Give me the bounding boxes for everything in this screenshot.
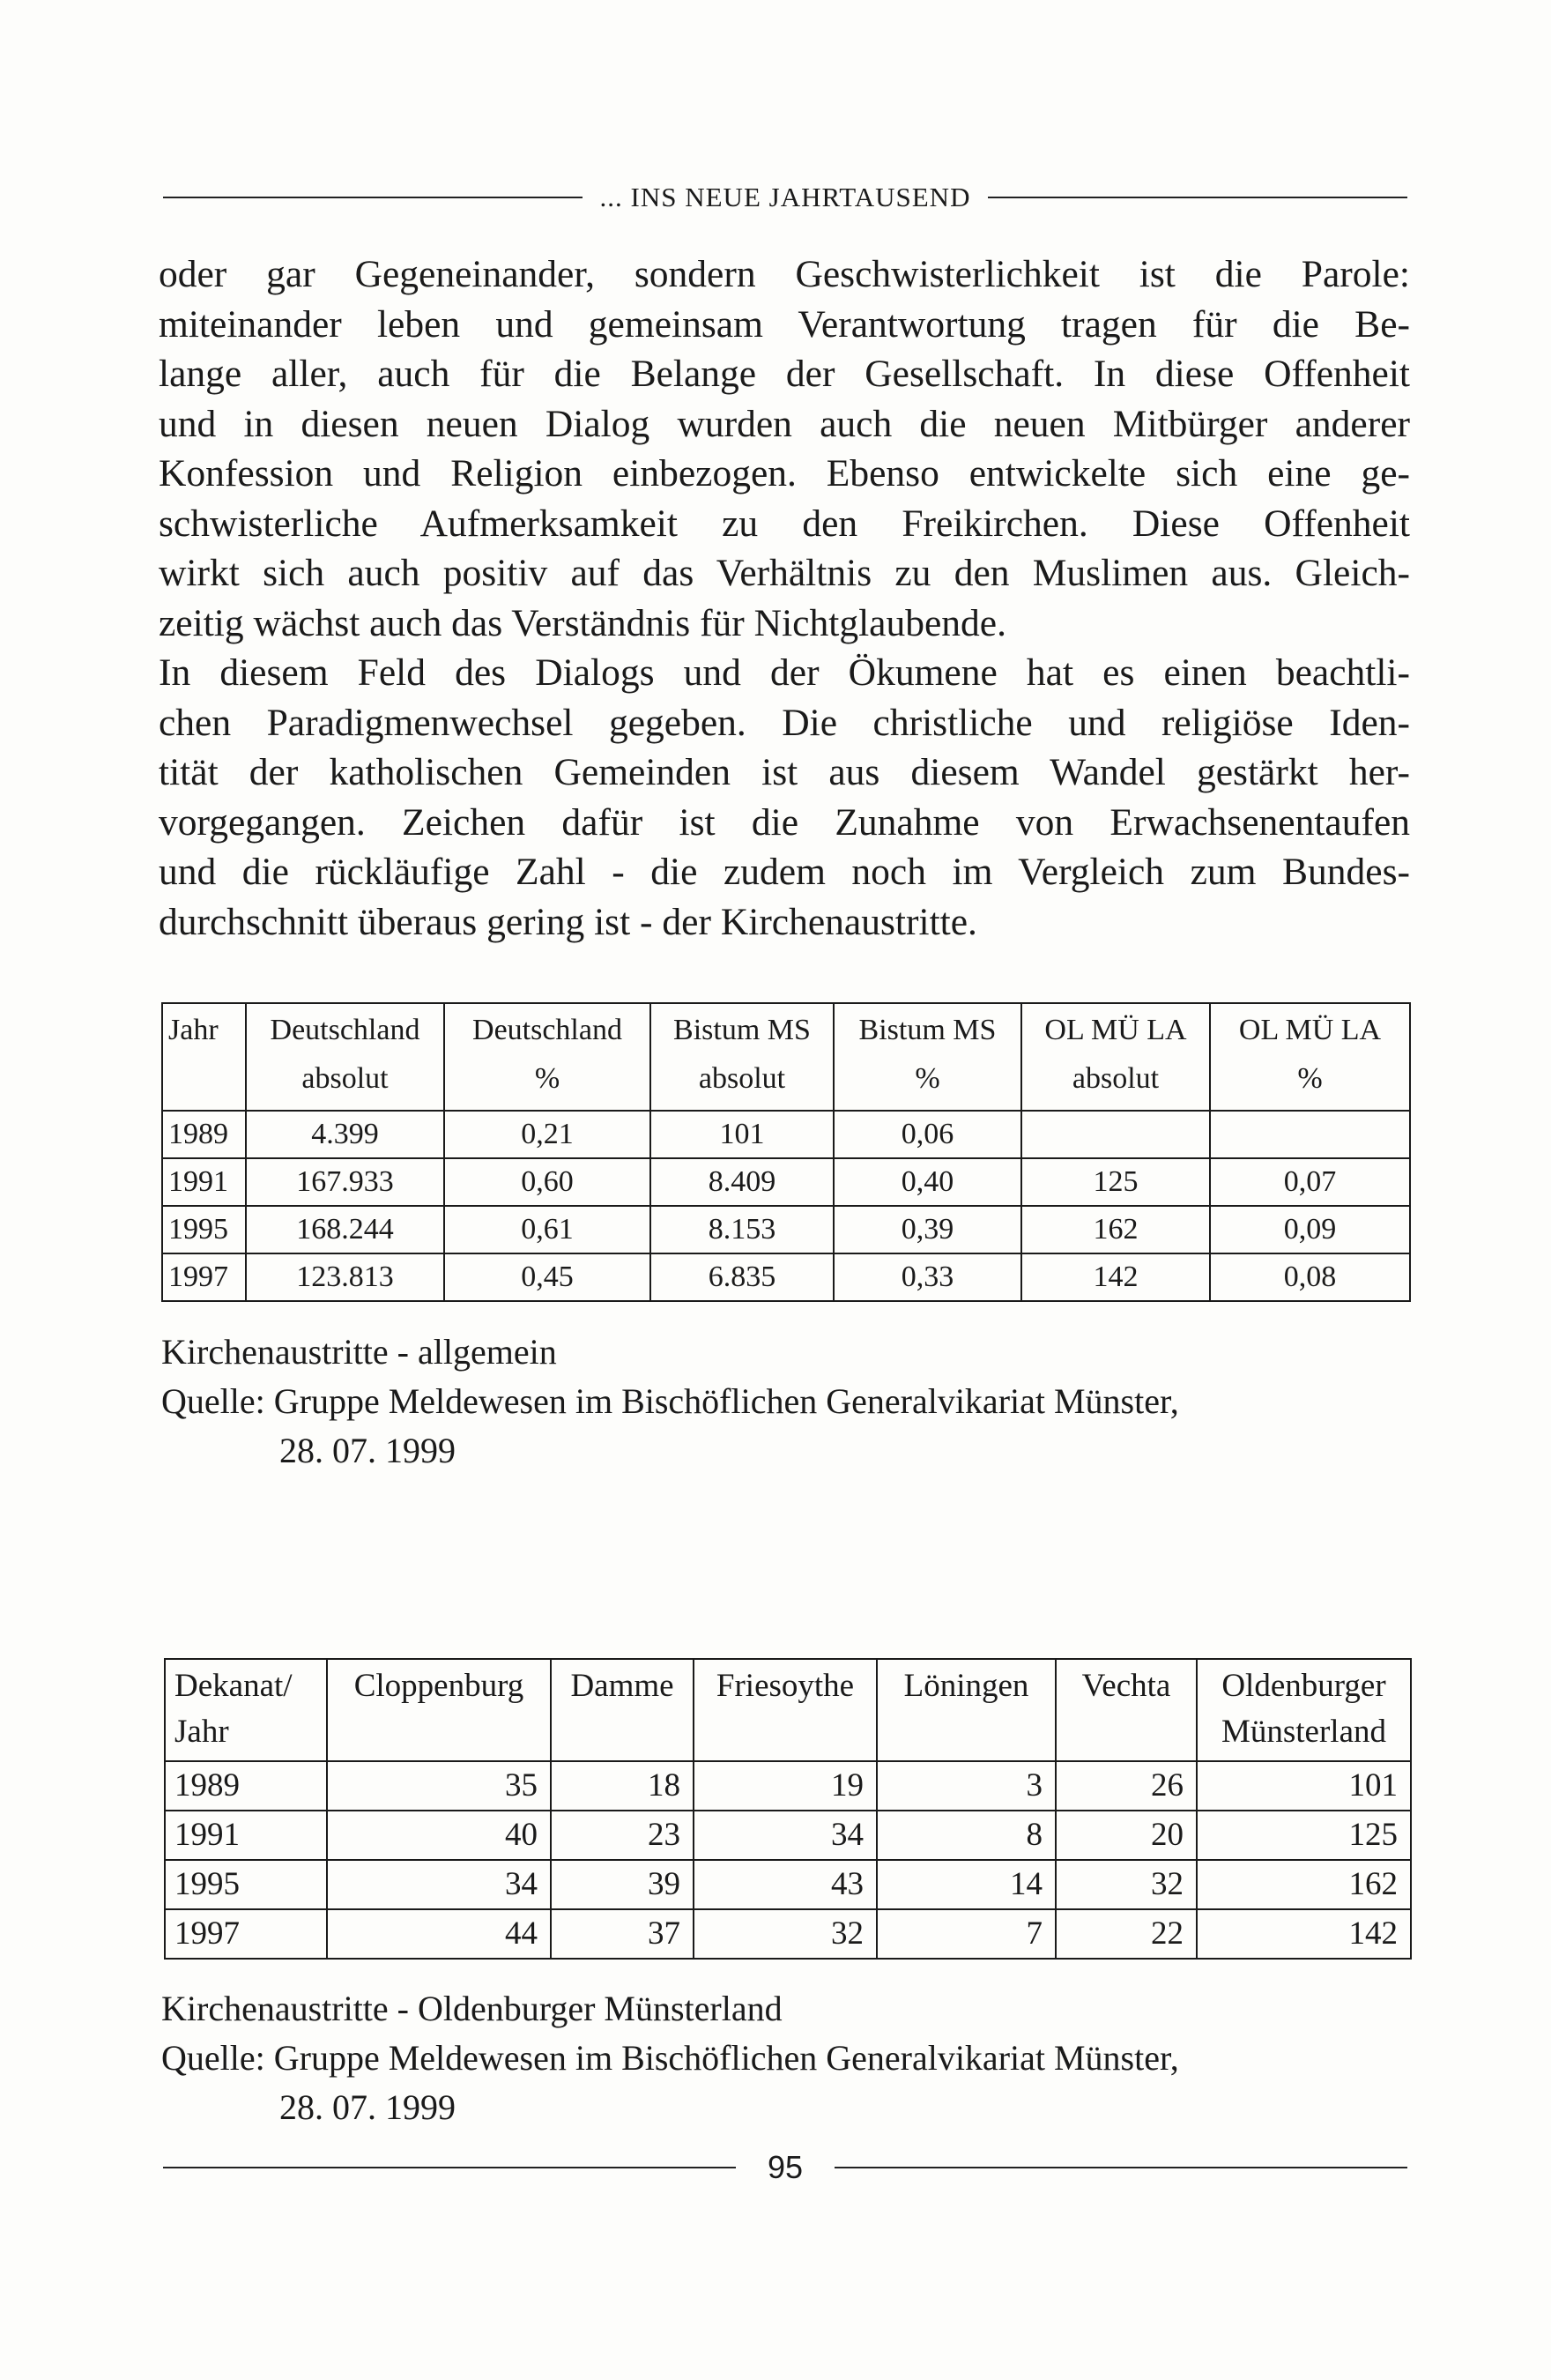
- table-row: [165, 1909, 1411, 1959]
- table-row: [165, 1860, 1411, 1909]
- table-cell: 4.399: [246, 1111, 444, 1158]
- table-cell: 8.153: [650, 1206, 834, 1253]
- table-cell: 123.813: [246, 1253, 444, 1301]
- table-cell: 0,33: [834, 1253, 1021, 1301]
- table-cell: [1021, 1111, 1210, 1158]
- table-cell: 43: [694, 1860, 877, 1909]
- table-cell: 1995: [165, 1860, 327, 1909]
- page-footer: [163, 2149, 1407, 2186]
- table-cell: 8: [877, 1811, 1056, 1860]
- table-cell: 1995: [162, 1206, 246, 1253]
- table-row: [162, 1206, 1410, 1253]
- table-cell: 0,39: [834, 1206, 1021, 1253]
- body-line: tität der katholischen Gemeinden ist aus diesem Wandel gestärkt her-: [159, 751, 1410, 793]
- table-row: [162, 1253, 1410, 1301]
- page-number: 95: [767, 2149, 804, 2185]
- table-cell: 162: [1021, 1206, 1210, 1253]
- body-line: und in diesen neuen Dialog wurden auch die neuen Mitbürger anderer: [159, 402, 1410, 445]
- header-rule-left: [163, 197, 583, 198]
- table-cell: 18: [551, 1761, 694, 1811]
- table-cell: 32: [1056, 1860, 1197, 1909]
- table-cell: 1991: [165, 1811, 327, 1860]
- table-cell: 142: [1021, 1253, 1210, 1301]
- caption-date: 28. 07. 1999: [279, 2087, 456, 2127]
- body-line: miteinander leben und gemeinsam Verantwortung tragen für die Be-: [159, 302, 1410, 346]
- table-cell: 20: [1056, 1811, 1197, 1860]
- table-cell: 125: [1197, 1811, 1411, 1860]
- table-cell: 0,08: [1210, 1253, 1410, 1301]
- table-cell: 101: [1197, 1761, 1411, 1811]
- header-cell: Damme: [551, 1659, 694, 1761]
- footer-rule-right: [835, 2167, 1407, 2168]
- table-cell: 1989: [165, 1761, 327, 1811]
- table-kirchenaustritte-oldenburger-muensterland: [164, 1658, 1412, 1960]
- table-cell: 1997: [162, 1253, 246, 1301]
- body-line: wirkt sich auch positiv auf das Verhältnis zu den Muslimen aus. Gleich-: [159, 552, 1410, 594]
- table-cell: 0,06: [834, 1111, 1021, 1158]
- body-line: schwisterliche Aufmerksamkeit zu den Freikirchen. Diese Offenheit: [159, 502, 1410, 545]
- body-line: lange aller, auch für die Belange der Gesellschaft. In diese Offenheit: [159, 353, 1410, 395]
- table-caption-allgemein: [161, 1328, 1413, 1476]
- table-cell: 168.244: [246, 1206, 444, 1253]
- header-cell: Bistum MS absolut: [650, 1003, 834, 1111]
- body-line: und die rückläufige Zahl - die zudem noch im Vergleich zum Bundes-: [159, 851, 1410, 893]
- table-row: [162, 1111, 1410, 1158]
- table-cell: [1210, 1111, 1410, 1158]
- caption-date: 28. 07. 1999: [279, 1431, 456, 1470]
- table-cell: 125: [1021, 1158, 1210, 1206]
- header-title: ... INS NEUE JAHRTAUSEND: [599, 182, 971, 212]
- table-cell: 26: [1056, 1761, 1197, 1811]
- table-kirchenaustritte-allgemein: [161, 1002, 1411, 1302]
- table-cell: 1997: [165, 1909, 327, 1959]
- table-cell: 37: [551, 1909, 694, 1959]
- table-cell: 0,09: [1210, 1206, 1410, 1253]
- table-cell: 3: [877, 1761, 1056, 1811]
- caption-source: Quelle: Gruppe Meldewesen im Bischöflichen Generalvikariat Münster,: [161, 1381, 1179, 1421]
- table-cell: 6.835: [650, 1253, 834, 1301]
- table-cell: 32: [694, 1909, 877, 1959]
- header-cell: OL MÜ LA absolut: [1021, 1003, 1210, 1111]
- header-cell: Bistum MS %: [834, 1003, 1021, 1111]
- caption-source: Quelle: Gruppe Meldewesen im Bischöflichen Generalvikariat Münster,: [161, 2038, 1179, 2078]
- table-header-row: [165, 1659, 1411, 1761]
- header-rule-right: [988, 197, 1407, 198]
- table-cell: 101: [650, 1111, 834, 1158]
- table-cell: 22: [1056, 1909, 1197, 1959]
- header-cell: Deutschland %: [444, 1003, 650, 1111]
- table-cell: 14: [877, 1860, 1056, 1909]
- table-cell: 0,21: [444, 1111, 650, 1158]
- table-row: [162, 1158, 1410, 1206]
- table-cell: 142: [1197, 1909, 1411, 1959]
- body-line: Konfession und Religion einbezogen. Ebenso entwickelte sich eine ge-: [159, 452, 1410, 495]
- header-cell: Löningen: [877, 1659, 1056, 1761]
- table-cell: 1989: [162, 1111, 246, 1158]
- table-cell: 23: [551, 1811, 694, 1860]
- body-text: [159, 249, 1410, 947]
- table-cell: 1991: [162, 1158, 246, 1206]
- running-header: [163, 182, 1407, 213]
- header-cell: Friesoythe: [694, 1659, 877, 1761]
- footer-rule-left: [163, 2167, 736, 2168]
- table-cell: 0,07: [1210, 1158, 1410, 1206]
- body-line: oder gar Gegeneinander, sondern Geschwisterlichkeit ist die Parole:: [159, 253, 1410, 295]
- table-row: [165, 1761, 1411, 1811]
- body-line: durchschnitt überaus gering ist - der Kirchenaustritte.: [159, 900, 977, 943]
- table-cell: 0,60: [444, 1158, 650, 1206]
- header-cell: Cloppenburg: [327, 1659, 551, 1761]
- table-cell: 35: [327, 1761, 551, 1811]
- body-line: In diesem Feld des Dialogs und der Ökumene hat es einen beachtli-: [159, 651, 1410, 694]
- body-line: vorgegangen. Zeichen dafür ist die Zunahme von Erwachsenentaufen: [159, 800, 1410, 844]
- table-cell: 7: [877, 1909, 1056, 1959]
- table-cell: 162: [1197, 1860, 1411, 1909]
- table-cell: 44: [327, 1909, 551, 1959]
- header-cell: Jahr: [162, 1003, 246, 1111]
- body-line: chen Paradigmenwechsel gegeben. Die christliche und religiöse Iden-: [159, 701, 1410, 744]
- table-cell: 19: [694, 1761, 877, 1811]
- table-cell: 34: [327, 1860, 551, 1909]
- table-caption-oldenburger-muensterland: [161, 1984, 1413, 2132]
- caption-title: Kirchenaustritte - allgemein: [161, 1332, 557, 1372]
- header-cell: OL MÜ LA %: [1210, 1003, 1410, 1111]
- table-cell: 8.409: [650, 1158, 834, 1206]
- table-cell: 34: [694, 1811, 877, 1860]
- table-cell: 0,61: [444, 1206, 650, 1253]
- table-cell: 0,45: [444, 1253, 650, 1301]
- header-cell: Deutschland absolut: [246, 1003, 444, 1111]
- header-cell: Vechta: [1056, 1659, 1197, 1761]
- table-cell: 40: [327, 1811, 551, 1860]
- body-line: zeitig wächst auch das Verständnis für Nichtglaubende.: [159, 601, 1006, 644]
- table-header-row: [162, 1003, 1410, 1111]
- table-cell: 0,40: [834, 1158, 1021, 1206]
- table-cell: 39: [551, 1860, 694, 1909]
- header-cell: Oldenburger Münsterland: [1197, 1659, 1411, 1761]
- table-row: [165, 1811, 1411, 1860]
- table-cell: 167.933: [246, 1158, 444, 1206]
- caption-title: Kirchenaustritte - Oldenburger Münsterland: [161, 1989, 783, 2028]
- header-cell: Dekanat/ Jahr: [165, 1659, 327, 1761]
